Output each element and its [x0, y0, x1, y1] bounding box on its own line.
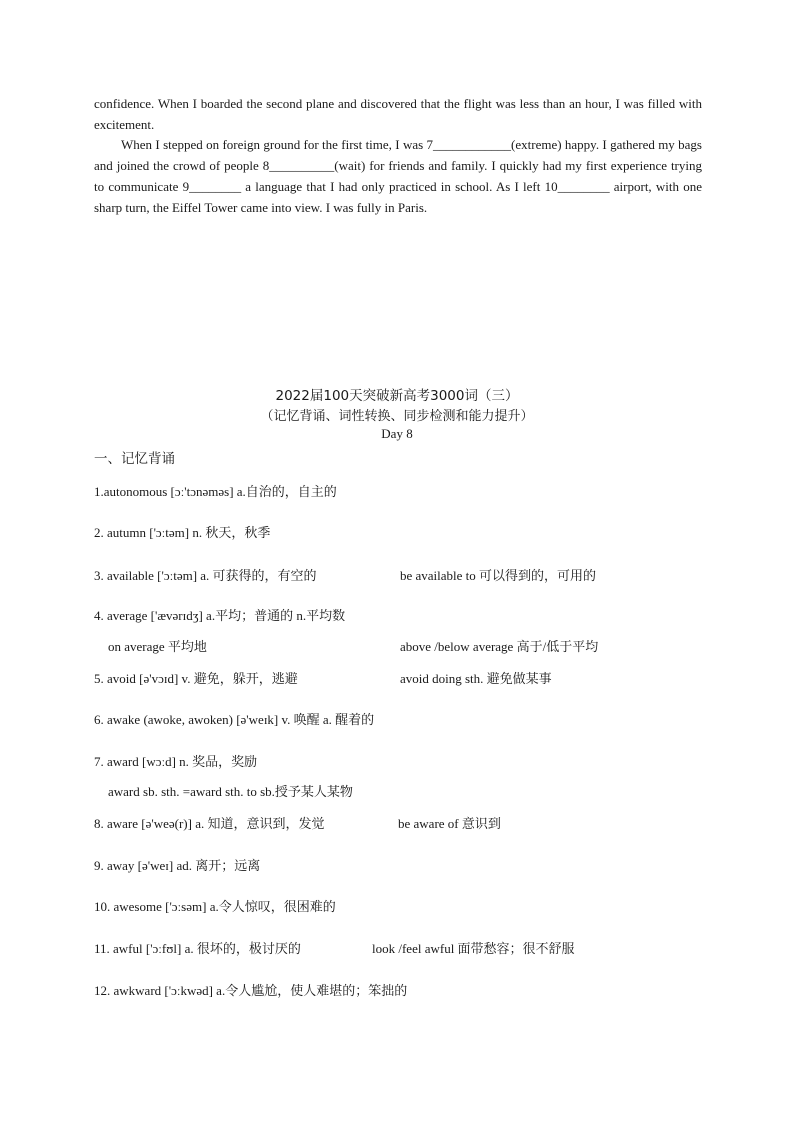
vocab-entry-10: 10. awesome ['ɔːsəm] a.令人惊叹，很困难的: [94, 899, 336, 914]
page-subtitle: （记忆背诵、词性转换、同步检测和能力提升）: [260, 409, 534, 424]
passage-paragraph-1: confidence. When I boarded the second plane and discovered that the flight was less than an hour, I was filled with excitement.: [94, 96, 702, 132]
vocab-entry-9: 9. away [ə'weɪ] ad. 离开；远离: [94, 858, 261, 873]
vocab-entry-11-phrase: look /feel awful 面带愁容；很不舒服: [372, 941, 575, 956]
vocab-entry-7-phrase: award sb. sth. =award sth. to sb.授予某人某物: [108, 784, 353, 799]
vocab-entry-8-phrase: be aware of 意识到: [398, 816, 501, 831]
vocab-entry-11: 11. awful ['ɔːfʊl] a. 很坏的，极讨厌的: [94, 941, 301, 956]
vocab-entry-6: 6. awake (awoke, awoken) [ə'weɪk] v. 唤醒 a. 醒着的: [94, 712, 375, 727]
vocab-entry-5-phrase: avoid doing sth. 避免做某事: [400, 671, 552, 686]
vocab-entry-4: 4. average ['ævərɪdʒ] a.平均；普通的 n.平均数: [94, 608, 346, 623]
vocab-entry-3-phrase: be available to 可以得到的，可用的: [400, 568, 597, 583]
vocab-entry-12: 12. awkward ['ɔːkwəd] a.令人尴尬，使人难堪的；笨拙的: [94, 983, 408, 998]
vocab-entry-4-phrase: on average 平均地: [108, 639, 207, 654]
page-title: 2022届100天突破新高考3000词（三）: [275, 388, 519, 404]
vocab-entry-1: 1.autonomous [ɔː'tɔnəməs] a.自治的，自主的: [94, 484, 337, 499]
section-title: 一、记忆背诵: [94, 451, 175, 467]
vocab-entry-4-phrase-2: above /below average 高于/低于平均: [400, 639, 599, 654]
passage-paragraph-2: When I stepped on foreign ground for the first time, I was 7____________(extreme) happy. I gathered my bags and joined the crowd of people 8__________(wait) for friends and family. I quickly had my first experience trying to communicate 9________ a language that I had only practiced in school. As I left 10________ airport, with one sharp turn, the Eiffel Tower came into view. I was fully in Paris.: [94, 137, 702, 215]
vocab-entry-2: 2. autumn ['ɔːtəm] n. 秋天，秋季: [94, 525, 271, 540]
vocab-entry-7: 7. award [wɔːd] n. 奖品，奖励: [94, 754, 258, 769]
vocab-entry-5: 5. avoid [ə'vɔɪd] v. 避免，躲开，逃避: [94, 671, 298, 686]
vocab-entry-8: 8. aware [ə'weə(r)] a. 知道，意识到，发觉: [94, 816, 325, 831]
vocab-entry-3: 3. available ['ɔːtəm] a. 可获得的，有空的: [94, 568, 317, 583]
day-label: Day 8: [381, 426, 413, 441]
